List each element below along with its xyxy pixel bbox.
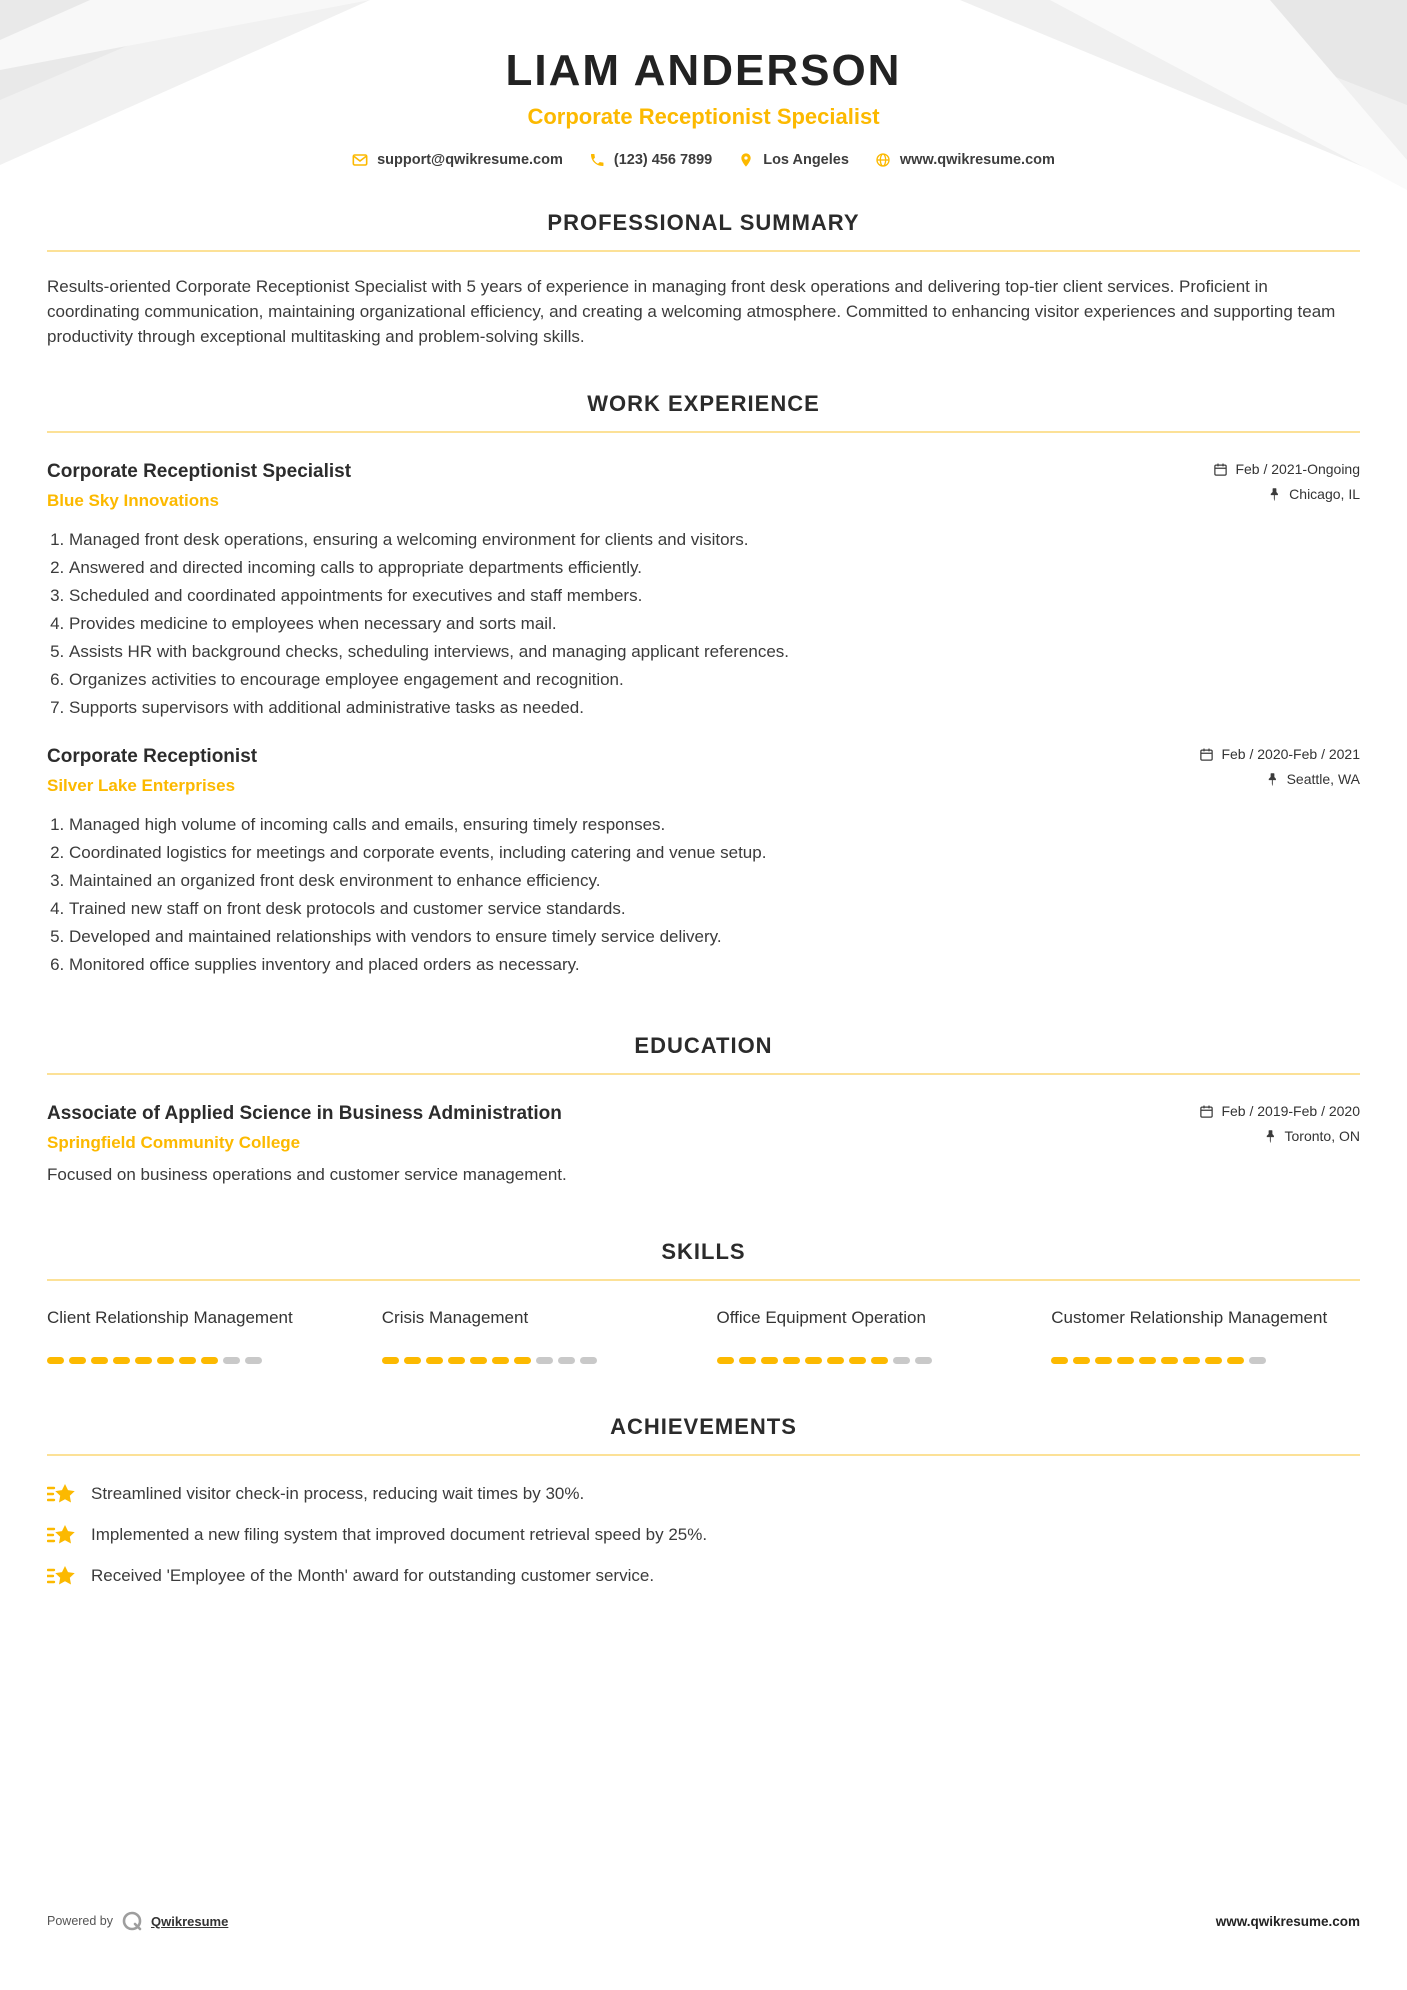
pushpin-icon — [1263, 1129, 1278, 1144]
summary-text: Results-oriented Corporate Receptionist Specialist with 5 years of experience in managing front desk operations and delivering top-tier client services. Proficient in coordinating communication, maintaining organizational efficiency, and creating a welcoming atmosphere. Committed to enhancing visitor experiences and supporting team productivity through exceptional multitasking and problem-solving skills. — [47, 277, 1336, 346]
calendar-icon — [1199, 747, 1214, 762]
skill-level-bar — [1051, 1357, 1360, 1364]
candidate-job-title: Corporate Receptionist Specialist — [527, 104, 880, 129]
skills-grid — [47, 1307, 1360, 1364]
summary-heading: PROFESSIONAL SUMMARY — [547, 210, 860, 235]
pushpin-icon — [1265, 772, 1280, 787]
job-dates — [1140, 746, 1360, 762]
job-dates-text: Feb / 2020-Feb / 2021 — [1221, 746, 1360, 762]
job-duty-item: 5. Developed and maintained relationships with vendors to ensure timely service delivery. — [69, 926, 1360, 947]
job-location-text: Chicago, IL — [1289, 486, 1360, 502]
award-star-icon — [47, 1564, 75, 1588]
job-duty-item: 6. Monitored office supplies inventory and placed orders as necessary. — [69, 954, 1360, 975]
award-star-icon — [47, 1523, 75, 1547]
globe-icon — [875, 152, 891, 168]
skill-level-bar — [382, 1357, 691, 1364]
education-location-text: Toronto, ON — [1284, 1128, 1360, 1144]
job-duty-item: 4. Provides medicine to employees when necessary and sorts mail. — [69, 613, 1360, 634]
page-footer — [0, 1910, 1407, 1932]
contact-email — [352, 152, 563, 168]
powered-by-label: Powered by — [47, 1914, 114, 1928]
job-title: Corporate Receptionist — [47, 746, 258, 767]
job-duty-item: 7. Supports supervisors with additional administrative tasks as needed. — [69, 697, 1360, 718]
job-duty-item: 4. Trained new staff on front desk protocols and customer service standards. — [69, 898, 1360, 919]
footer-website: www.qwikresume.com — [1215, 1913, 1360, 1929]
job-location — [1140, 771, 1360, 787]
award-star-icon — [47, 1482, 75, 1506]
phone-text: (123) 456 7899 — [613, 152, 713, 168]
job-title: Corporate Receptionist Specialist — [47, 461, 352, 482]
job-location — [1140, 486, 1360, 502]
qwikresume-link[interactable]: Qwikresume — [151, 1913, 229, 1929]
skill-item — [717, 1307, 1026, 1364]
job-duties-list — [47, 814, 1360, 975]
job-duty-item: 2. Answered and directed incoming calls to appropriate departments efficiently. — [69, 557, 1360, 578]
section-divider — [47, 1279, 1360, 1281]
contact-website — [875, 152, 1055, 168]
section-skills — [47, 1239, 1360, 1364]
education-dates — [1140, 1103, 1360, 1119]
skill-level-bar — [717, 1357, 1026, 1364]
email-icon — [352, 152, 368, 168]
job-duty-item: 1. Managed front desk operations, ensuring a welcoming environment for clients and visitors. — [69, 529, 1360, 550]
job-duty-item: 2. Coordinated logistics for meetings and corporate events, including catering and venue setup. — [69, 842, 1360, 863]
skill-item — [382, 1307, 691, 1364]
achievement-item — [47, 1564, 1360, 1588]
work-heading: WORK EXPERIENCE — [587, 391, 820, 416]
education-entry — [47, 1103, 1360, 1185]
achievements-list — [47, 1482, 1360, 1588]
job-duty-item: 6. Organizes activities to encourage employee engagement and recognition. — [69, 669, 1360, 690]
achievement-item — [47, 1482, 1360, 1506]
job-location-text: Seattle, WA — [1286, 771, 1360, 787]
job-duties-list — [47, 529, 1360, 718]
skill-name: Crisis Management — [381, 1308, 529, 1327]
achievement-text: Streamlined visitor check-in process, reducing wait times by 30%. — [91, 1484, 585, 1503]
contact-phone — [589, 152, 712, 168]
section-achievements — [47, 1414, 1360, 1588]
job-entry — [47, 746, 1360, 975]
achievement-item — [47, 1523, 1360, 1547]
email-text: support@qwikresume.com — [377, 152, 563, 168]
pushpin-icon — [1267, 487, 1282, 502]
skill-name: Office Equipment Operation — [716, 1308, 926, 1327]
section-divider — [47, 250, 1360, 252]
job-duty-item: 3. Scheduled and coordinated appointments for executives and staff members. — [69, 585, 1360, 606]
location-pin-icon — [738, 152, 754, 168]
section-divider — [47, 1454, 1360, 1456]
candidate-name: LIAM ANDERSON — [505, 46, 902, 95]
skill-name: Client Relationship Management — [47, 1308, 293, 1327]
job-dates — [1140, 461, 1360, 477]
achievement-text: Implemented a new filing system that improved document retrieval speed by 25%. — [91, 1525, 708, 1544]
section-education — [47, 1033, 1360, 1185]
contact-row — [47, 152, 1360, 168]
calendar-icon — [1199, 1104, 1214, 1119]
skill-level-bar — [47, 1357, 356, 1364]
job-duty-item: 5. Assists HR with background checks, scheduling interviews, and managing applicant references. — [69, 641, 1360, 662]
qwikresume-logo — [121, 1910, 143, 1932]
education-note: Focused on business operations and customer service management. — [47, 1165, 567, 1184]
contact-location — [738, 152, 849, 168]
achievement-text: Received 'Employee of the Month' award for outstanding customer service. — [91, 1566, 655, 1585]
education-location — [1140, 1128, 1360, 1144]
job-company: Blue Sky Innovations — [47, 491, 219, 510]
section-divider — [47, 431, 1360, 433]
website-text: www.qwikresume.com — [899, 152, 1055, 168]
section-divider — [47, 1073, 1360, 1075]
education-heading: EDUCATION — [634, 1033, 773, 1058]
degree-title: Associate of Applied Science in Business Administration — [47, 1103, 562, 1124]
job-duty-item: 3. Maintained an organized front desk environment to enhance efficiency. — [69, 870, 1360, 891]
education-dates-text: Feb / 2019-Feb / 2020 — [1221, 1103, 1360, 1119]
skill-item — [1051, 1307, 1360, 1364]
calendar-icon — [1213, 462, 1228, 477]
section-work-experience — [47, 391, 1360, 975]
skill-name: Customer Relationship Management — [1051, 1308, 1328, 1327]
job-entry — [47, 461, 1360, 718]
resume-header — [47, 0, 1360, 168]
location-text: Los Angeles — [763, 152, 849, 168]
job-dates-text: Feb / 2021-Ongoing — [1235, 461, 1360, 477]
job-duty-item: 1. Managed high volume of incoming calls and emails, ensuring timely responses. — [69, 814, 1360, 835]
skill-item — [47, 1307, 356, 1364]
phone-icon — [589, 152, 605, 168]
skills-heading: SKILLS — [661, 1239, 746, 1264]
section-professional-summary — [47, 210, 1360, 349]
job-company: Silver Lake Enterprises — [47, 776, 236, 795]
achievements-heading: ACHIEVEMENTS — [610, 1414, 797, 1439]
school-name: Springfield Community College — [47, 1133, 301, 1152]
